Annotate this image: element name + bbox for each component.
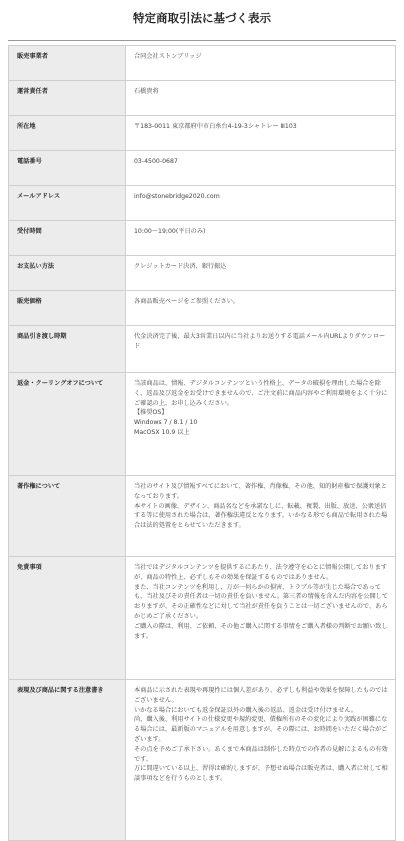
table-row <box>9 81 396 116</box>
row-label: 受付時間 <box>9 221 126 256</box>
row-value <box>126 680 396 841</box>
row-label: 運営責任者 <box>9 81 126 116</box>
row-value <box>126 186 396 221</box>
legal-info-table <box>8 45 396 841</box>
row-value <box>126 46 396 81</box>
value-line: クレジットカード決済、銀行振込 <box>134 263 227 270</box>
row-value <box>126 476 396 557</box>
table-row <box>9 151 396 186</box>
value-line: 万に間違いている以上、習得は確約しますが、予想せぬ場合は販売者は、購入者に対して相談事項などを行うものとします。 <box>134 765 388 783</box>
value-line: その点を予めご了承下さい。あくまで本商品は制作した時点での作者の見解によるもの有効です。 <box>134 745 388 763</box>
value-line: 当社ではデジタルコンテンツを提供するにあたり、法令遵守を心とに情報公開しておりますが、商品の特性上、必ずしもその効果を保証するものではありません。 <box>134 564 388 581</box>
value-line: 03-4500-0687 <box>134 158 178 165</box>
value-line: 当社のサイト及び情報すべてにおいて、著作権、肖像権、その他、知的財産権で保護対象となっております。 <box>134 483 388 500</box>
row-label: 販売価格 <box>9 291 126 326</box>
row-label: 返金・クーリングオフについて <box>9 373 126 476</box>
table-row <box>9 326 396 373</box>
row-value <box>126 291 396 326</box>
table-row <box>9 221 396 256</box>
row-label: 電話番号 <box>9 151 126 186</box>
row-label: お支払い方法 <box>9 256 126 291</box>
row-value <box>126 256 396 291</box>
table-row <box>9 186 396 221</box>
value-line: 本サイトの画像、デザイン、商品名などを承諾なしに、転載、複製、出版、放送、公衆送信する等に使用された場合は、著作権法違反となります。いかなる形でも商品で転用された場合は法的処置をとらせていただきます。 <box>134 502 388 530</box>
table-row <box>9 46 396 81</box>
row-label: 免責事項 <box>9 557 126 680</box>
value-line: 尚、購入後、利用サイトの仕様変更や規約変更、債権所有のその変化により実践が困難になる場合には、最新版のマニュアルを用意しますが、その際には、お時間をいただく場合がございます。 <box>134 716 388 743</box>
row-label: 販売事業者 <box>9 46 126 81</box>
value-line: 【推奨OS】 <box>134 409 168 417</box>
row-value <box>126 373 396 476</box>
table-row <box>9 291 396 326</box>
value-line: info@stonebridge2020.com <box>134 193 220 200</box>
row-label: 商品引き渡し時期 <box>9 326 126 373</box>
value-line: いかなる場合においても返金保証以外の購入後の返品、返金は受け付けません。 <box>134 706 358 714</box>
value-line: MacOSX 10.9 以上 <box>134 428 190 436</box>
row-value <box>126 116 396 151</box>
value-line: 本商品に示された表現や再現性には個人差があり、必ずしも利益や効果を保障したものではございません。 <box>134 687 388 704</box>
row-value <box>126 151 396 186</box>
value-line: 〒183-0011 東京都府中市白糸台4-19-3シャトレー Ⅲ103 <box>134 123 297 130</box>
table-row <box>9 373 396 476</box>
value-line: 合同会社ストンブリッジ <box>134 53 202 60</box>
row-value <box>126 326 396 373</box>
value-line: また、当社コンテンツを利用し、万が一何らかの損害、トラブル等が生じた場合であっても、当社及びその責任者は一切の責任を負いません。第三者の情報を含んだ内容を公開しておりますが、その正確性などに対して当社が責任を負うことは一切ございませんので、あらかじめご了承ください。 <box>134 583 389 620</box>
value-line: ご購入の際は、利用、ご依頼、その他ご購入に関する事情をご購入者様の判断でお願い致します。 <box>134 622 388 640</box>
row-value <box>126 221 396 256</box>
value-line: Windows 7 / 8.1 / 10 <box>134 419 198 427</box>
table-row <box>9 476 396 557</box>
table-row <box>9 116 396 151</box>
value-line: 石橋貴将 <box>134 88 159 95</box>
row-label: メールアドレス <box>9 186 126 221</box>
table-row <box>9 557 396 680</box>
row-label: 著作権について <box>9 476 126 557</box>
table-row <box>9 256 396 291</box>
row-value <box>126 81 396 116</box>
value-line: 代金決済完了後、最大3営業日以内に当社よりお送りする電話メール内URLよりダウンロード <box>134 333 386 350</box>
value-line: 当該商品は、情報、デジタルコンテンツという性格上、データの破損を理由した場合を除く、返品及び返金をお受けできませんので、ご注文前に商品内容やご利用環境をよく十分にご確認の上、お申し込みください。 <box>134 380 388 407</box>
value-line: 各商品販売ページをご参照ください。 <box>134 298 240 305</box>
row-label: 表現及び商品に関する注意書き <box>9 680 126 841</box>
page-title: 特定商取引法に基づく表示 <box>8 0 396 41</box>
value-line: 10:00～19:00(平日のみ) <box>134 228 206 235</box>
row-label: 所在地 <box>9 116 126 151</box>
table-row <box>9 680 396 841</box>
row-value <box>126 557 396 680</box>
